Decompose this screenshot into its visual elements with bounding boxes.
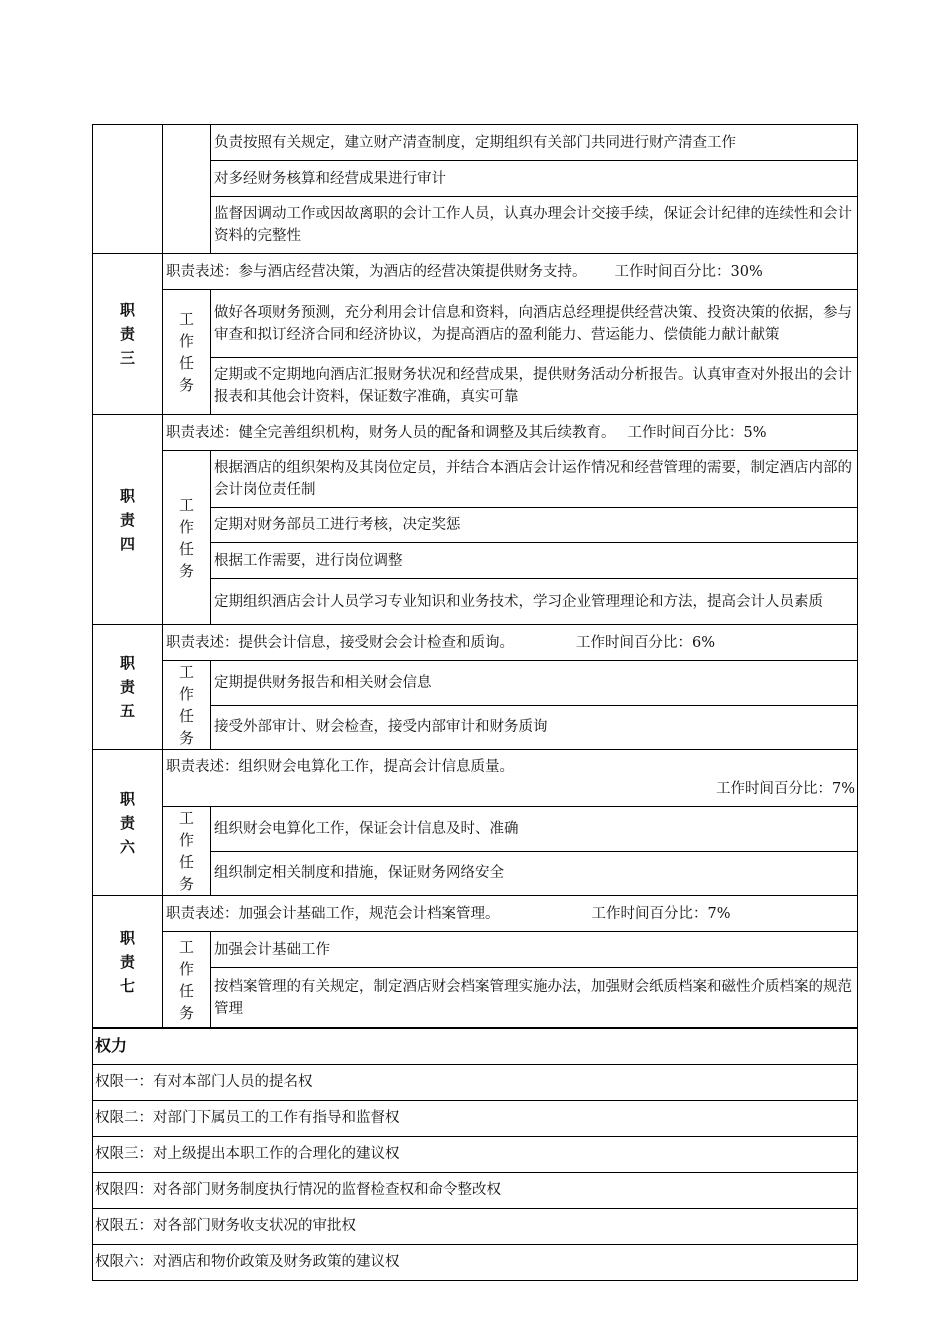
work-task-label-cell [163, 807, 211, 896]
time-percent: 工作时间百分比：5% [627, 424, 767, 441]
table-row [93, 807, 858, 852]
duty-title: 职责五 [119, 654, 135, 720]
duty-statement: 职责表述：加强会计基础工作，规范会计档案管理。 [166, 905, 500, 922]
table-row [93, 254, 858, 290]
table-row [93, 1136, 858, 1172]
task-cell: 负责按照有关规定，建立财产清查制度，定期组织有关部门共同进行财产清查工作 [211, 125, 858, 161]
task-cell: 监督因调动工作或因故离职的会计工作人员，认真办理会计交接手续，保证会计纪律的连续性和会计资料的完整性 [211, 197, 858, 254]
work-task-label: 工作任务 [178, 495, 194, 580]
task-cell: 做好各项财务预测，充分利用会计信息和资料，向酒店总经理提供经营决策、投资决策的依据，参与审查和拟订经济合同和经济协议，为提高酒店的盈利能力、营运能力、偿债能力献计献策 [211, 290, 858, 358]
task-cell: 定期或不定期地向酒店汇报财务状况和经营成果，提供财务活动分析报告。认真审查对外报出的会计报表和其他会计资料，保证数字准确，真实可靠 [211, 358, 858, 415]
work-task-label-cell [163, 451, 211, 625]
task-cell: 接受外部审计、财会检查，接受内部审计和财务质询 [211, 705, 858, 750]
task-cell: 定期组织酒店会计人员学习专业知识和业务技术，学习企业管理理论和方法，提高会计人员素质 [211, 579, 858, 625]
work-task-label: 工作任务 [178, 663, 194, 747]
work-task-label: 工作任务 [178, 809, 194, 893]
duty-statement: 职责表述：健全完善组织机构，财务人员的配备和调整及其后续教育。 [166, 424, 616, 441]
table-row [93, 932, 858, 968]
duty-title-4 [93, 415, 163, 625]
time-percent: 工作时间百分比：30% [614, 263, 763, 280]
table-row [93, 1028, 858, 1064]
duty-statement-cell [163, 625, 858, 661]
work-task-label: 工作任务 [178, 937, 194, 1022]
work-task-cell [163, 125, 211, 254]
duty-statement-cell [163, 896, 858, 932]
power-item: 权限五：对各部门财务收支状况的审批权 [93, 1208, 858, 1244]
duty-title-5 [93, 625, 163, 750]
task-cell: 按档案管理的有关规定，制定酒店财会档案管理实施办法，加强财会纸质档案和磁性介质档案的规范管理 [211, 968, 858, 1028]
duty-statement: 职责表述：组织财会电算化工作，提高会计信息质量。 [166, 759, 514, 775]
duty-statement: 职责表述：参与酒店经营决策，为酒店的经营决策提供财务支持。 [166, 263, 587, 280]
table-row [93, 125, 858, 161]
table-row [93, 1208, 858, 1244]
table-row [93, 625, 858, 661]
task-cell: 定期提供财务报告和相关财会信息 [211, 661, 858, 706]
work-task-label: 工作任务 [178, 310, 194, 394]
duty-title: 职责七 [119, 928, 135, 995]
table-row [93, 451, 858, 508]
power-item: 权限三：对上级提出本职工作的合理化的建议权 [93, 1136, 858, 1172]
work-task-label-cell [163, 661, 211, 750]
table-row [93, 1172, 858, 1208]
duty-sheet [92, 124, 858, 1281]
table-row [93, 1064, 858, 1100]
time-percent: 工作时间百分比：7% [591, 905, 731, 922]
task-cell: 根据酒店的组织架构及其岗位定员，并结合本酒店会计运作情况和经营管理的需要，制定酒店内部的会计岗位责任制 [211, 451, 858, 508]
table-row [93, 750, 858, 807]
task-cell: 根据工作需要，进行岗位调整 [211, 543, 858, 579]
work-task-label-cell [163, 290, 211, 415]
duty-title-3 [93, 254, 163, 415]
power-title: 权力 [93, 1028, 858, 1064]
task-cell: 定期对财务部员工进行考核，决定奖惩 [211, 508, 858, 543]
table-row [93, 290, 858, 358]
table-row [93, 1244, 858, 1280]
task-cell: 组织财会电算化工作，保证会计信息及时、准确 [211, 807, 858, 852]
time-percent: 工作时间百分比：6% [576, 634, 716, 651]
duty-statement-cell [163, 415, 858, 451]
duty-title-cell [93, 125, 163, 254]
power-item: 权限一：有对本部门人员的提名权 [93, 1064, 858, 1100]
power-item: 权限四：对各部门财务制度执行情况的监督检查权和命令整改权 [93, 1172, 858, 1208]
duty-title: 职责三 [119, 301, 135, 367]
work-task-label-cell [163, 932, 211, 1028]
duty-title: 职责六 [119, 789, 135, 856]
table-row [93, 896, 858, 932]
duty-statement-cell [163, 750, 858, 807]
table-row [93, 415, 858, 451]
duty-title-7 [93, 896, 163, 1028]
task-cell: 组织制定相关制度和措施，保证财务网络安全 [211, 851, 858, 896]
duty-statement-cell [163, 254, 858, 290]
power-item: 权限六：对酒店和物价政策及财务政策的建议权 [93, 1244, 858, 1280]
task-cell: 加强会计基础工作 [211, 932, 858, 968]
power-table [92, 1027, 858, 1281]
duty-table [92, 124, 858, 1028]
table-row [93, 1100, 858, 1136]
task-cell: 对多经财务核算和经营成果进行审计 [211, 161, 858, 197]
table-row [93, 661, 858, 706]
time-percent: 工作时间百分比：7% [715, 781, 855, 797]
duty-title: 职责四 [119, 486, 135, 553]
duty-statement: 职责表述：提供会计信息，接受财会会计检查和质询。 [166, 634, 514, 651]
power-item: 权限二：对部门下属员工的工作有指导和监督权 [93, 1100, 858, 1136]
duty-title-6 [93, 750, 163, 896]
